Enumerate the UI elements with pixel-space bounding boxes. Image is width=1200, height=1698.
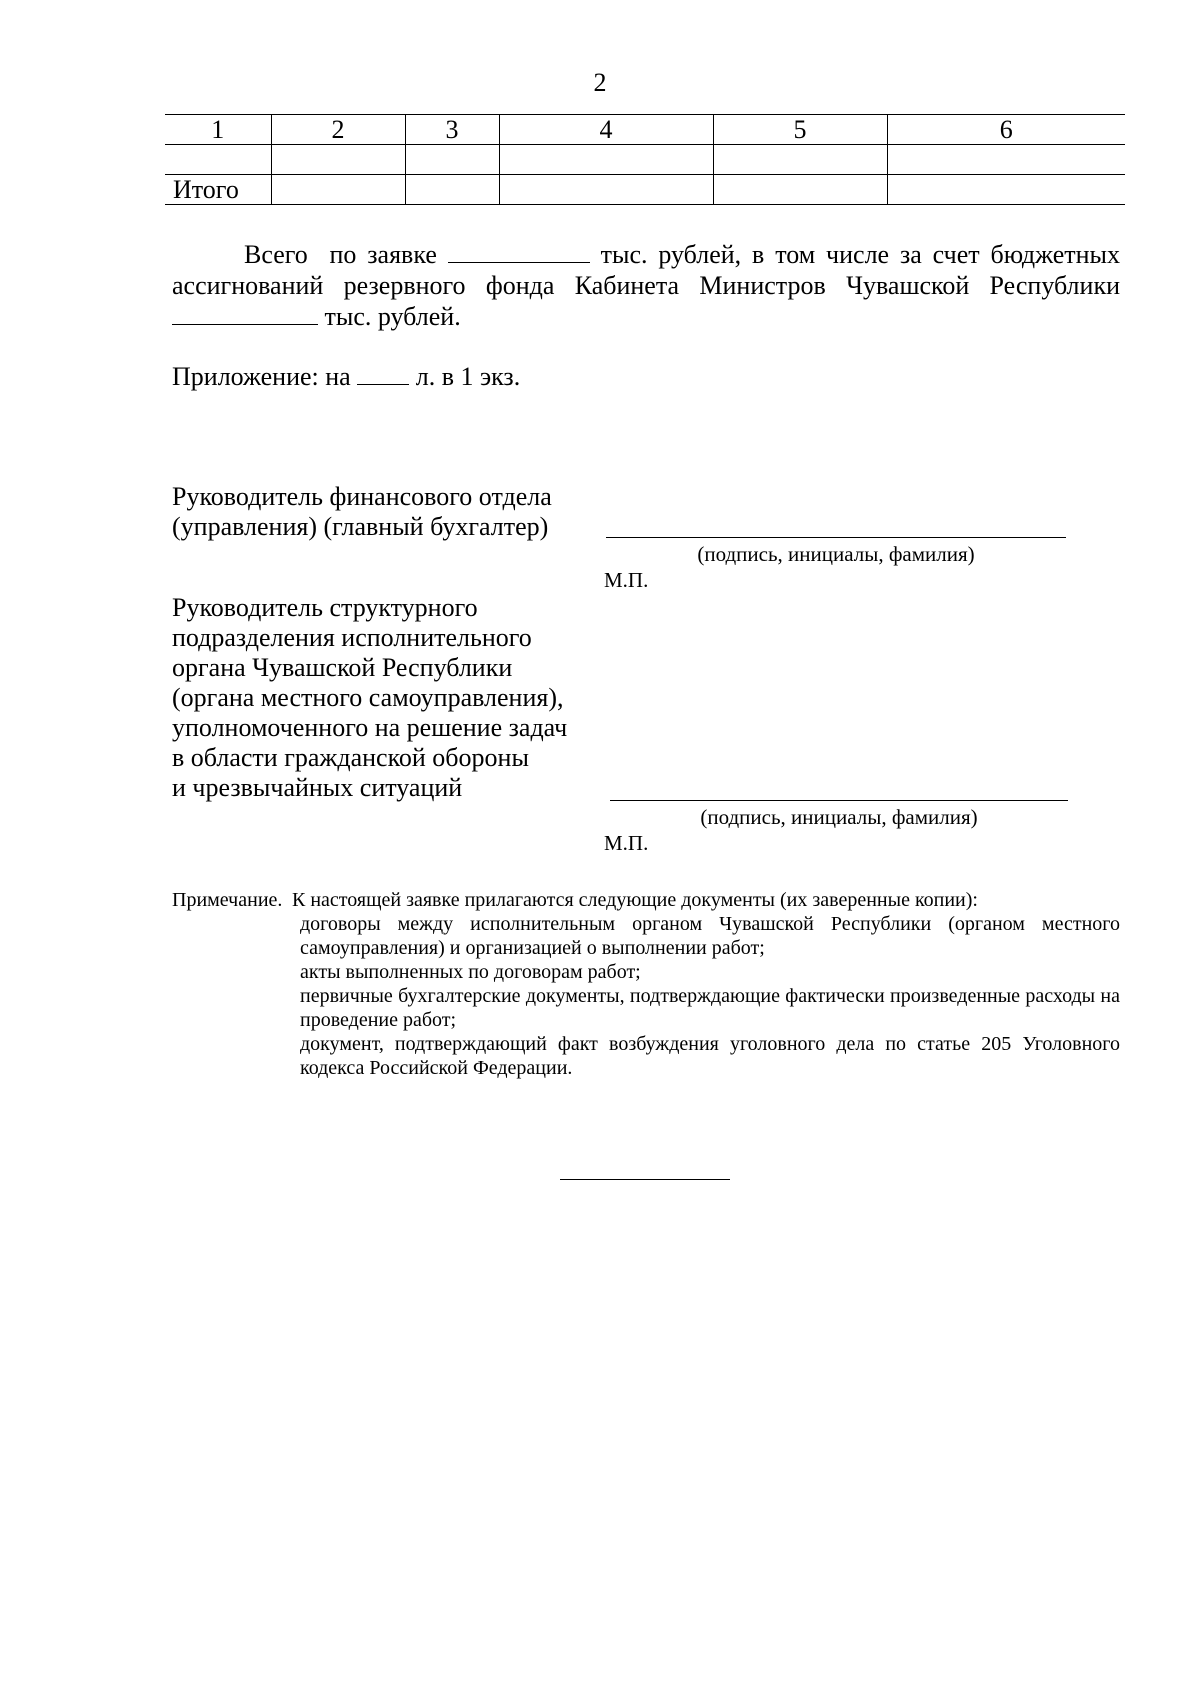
signature-title-line: уполномоченного на решение задач — [172, 713, 568, 742]
seal-mark: М.П. — [604, 831, 649, 855]
appendix-pages-blank[interactable] — [357, 362, 409, 385]
note-item: договоры между исполнительным органом Чувашской Республики (органом местного самоуправления) и организацией о выполнении работ; — [300, 913, 1120, 959]
note-label: Примечание. — [172, 889, 283, 911]
signature-title-line: (органа местного самоуправления), — [172, 683, 564, 712]
signature-title-line: Руководитель структурного — [172, 593, 478, 622]
appendix-suffix: л. в 1 экз. — [415, 362, 521, 391]
total-paragraph — [172, 239, 1120, 332]
data-table — [165, 114, 1125, 205]
page-number: 2 — [593, 68, 607, 97]
table-cell — [713, 175, 887, 205]
total-amount-blank[interactable] — [448, 240, 590, 263]
table-header-cell: 4 — [499, 115, 713, 145]
table-header-cell: 6 — [887, 115, 1125, 145]
signature-title-line: органа Чувашской Республики — [172, 653, 513, 682]
signature-title-civil-defense — [172, 593, 567, 803]
signature-line-finance[interactable] — [606, 537, 1066, 538]
reserve-amount-blank[interactable] — [172, 302, 318, 325]
total-label-cell: Итого — [165, 175, 271, 205]
signature-title-line: подразделения исполнительного — [172, 623, 532, 652]
table-cell — [271, 175, 405, 205]
signature-title-line: в области гражданской обороны — [172, 743, 529, 772]
end-separator-line — [560, 1179, 730, 1180]
table-row — [165, 145, 1125, 175]
table-cell — [713, 145, 887, 175]
seal-mark: М.П. — [604, 568, 649, 592]
table-cell — [499, 175, 713, 205]
signature-title-finance — [172, 482, 552, 542]
note-item: документ, подтверждающий факт возбуждения уголовного дела по статье 205 Уголовного кодекса Российской Федерации. — [300, 1033, 1120, 1079]
note-intro: К настоящей заявке прилагаются следующие документы (их заверенные копии): — [292, 889, 978, 911]
signature-line-civil-defense[interactable] — [610, 800, 1068, 801]
table-cell — [405, 145, 499, 175]
note-item: первичные бухгалтерские документы, подтверждающие фактически произведенные расходы на проведение работ; — [300, 985, 1120, 1031]
signature-title-line: и чрезвычайных ситуаций — [172, 773, 463, 802]
appendix-line — [172, 361, 520, 392]
signature-caption: (подпись, инициалы, фамилия) — [697, 542, 975, 566]
signature-caption: (подпись, инициалы, фамилия) — [700, 805, 978, 829]
table-cell — [405, 175, 499, 205]
table-total-row — [165, 175, 1125, 205]
table-cell — [499, 145, 713, 175]
total-middle: тыс. рублей, в том числе за счет бюджетных ассигнований резервного фонда Кабинета Министров Чувашской Республики — [172, 240, 1120, 300]
table-header-cell: 2 — [271, 115, 405, 145]
note-items — [292, 888, 1120, 1080]
total-prefix: Всего по заявке — [244, 240, 437, 269]
table-header-cell: 3 — [405, 115, 499, 145]
total-suffix: тыс. рублей. — [324, 302, 461, 331]
table-header-cell: 1 — [165, 115, 271, 145]
table-header-cell: 5 — [713, 115, 887, 145]
note-item: акты выполненных по договорам работ; — [300, 961, 641, 983]
table-cell — [887, 175, 1125, 205]
signature-title-line: Руководитель финансового отдела — [172, 482, 552, 511]
table-cell — [271, 145, 405, 175]
table-cell — [887, 145, 1125, 175]
signature-title-line: (управления) (главный бухгалтер) — [172, 512, 549, 541]
table-header-row — [165, 115, 1125, 145]
table-cell — [165, 145, 271, 175]
appendix-prefix: Приложение: на — [172, 362, 351, 391]
